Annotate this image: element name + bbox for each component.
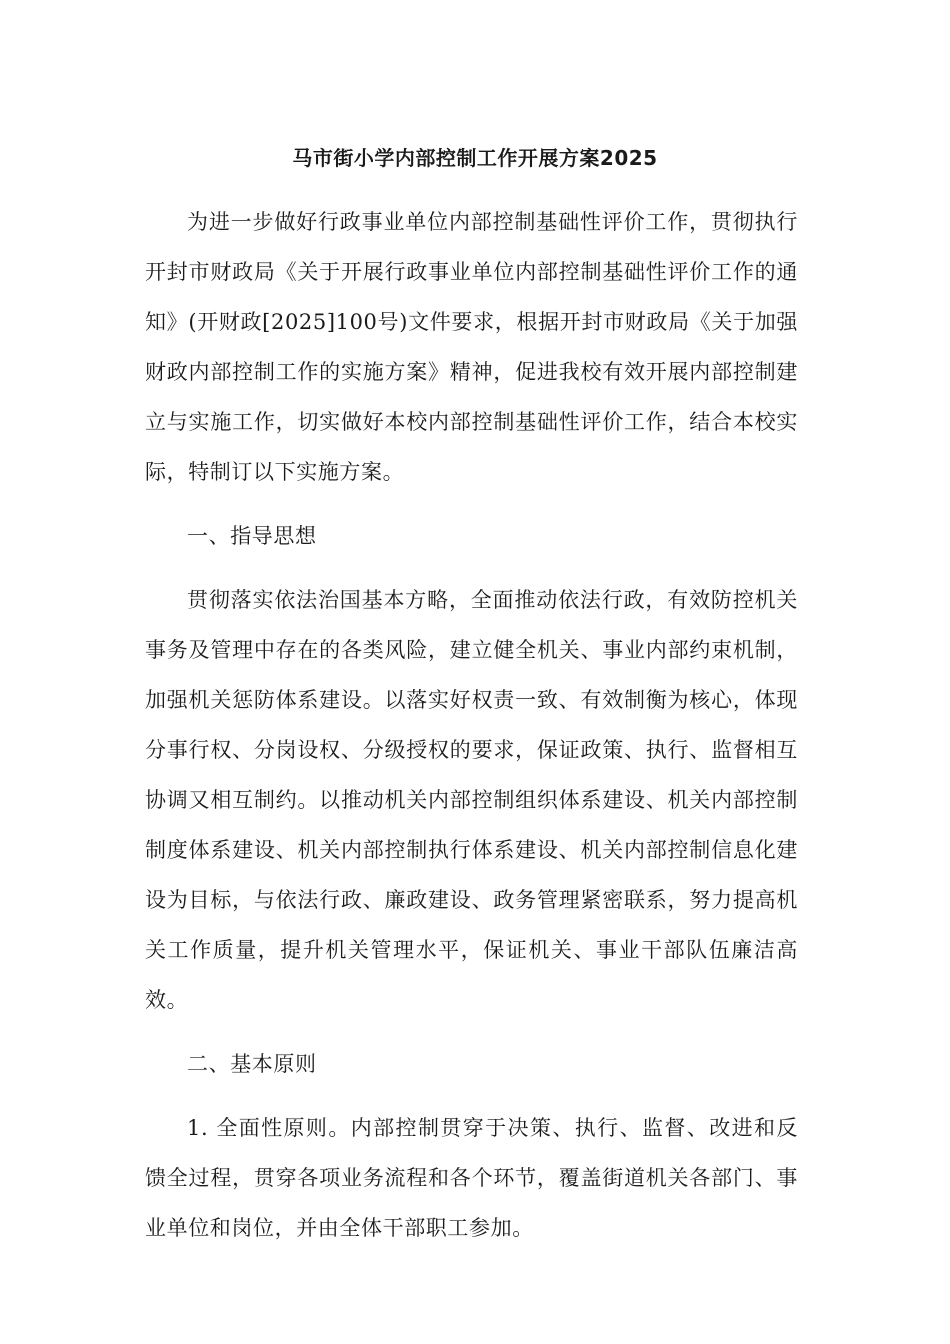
spacer xyxy=(145,1089,798,1103)
section-heading-basic-principles: 二、基本原则 xyxy=(187,1052,317,1076)
spacer xyxy=(145,561,798,575)
document-body xyxy=(145,197,798,1253)
spacer xyxy=(145,497,798,511)
guiding-thought-paragraph: 贯彻落实依法治国基本方略，全面推动依法行政，有效防控机关事务及管理中存在的各类风险，建立健全机关、事业内部约束机制，加强机关惩防体系建设。以落实好权责一致、有效制衡为核心，体现分事行权、分岗设权、分级授权的要求，保证政策、执行、监督相互协调又相互制约。以推动机关内部控制组织体系建设、机关内部控制制度体系建设、机关内部控制执行体系建设、机关内部控制信息化建设为目标，与依法行政、廉政建设、政务管理紧密联系，努力提高机关工作质量，提升机关管理水平，保证机关、事业干部队伍廉洁高效。 xyxy=(145,588,798,1012)
document-title: 马市街小学内部控制工作开展方案2025 xyxy=(292,146,658,170)
intro-paragraph: 为进一步做好行政事业单位内部控制基础性评价工作，贯彻执行开封市财政局《关于开展行政事业单位内部控制基础性评价工作的通知》(开财政[2025]100号)文件要求，根据开封市财政局《关于加强财政内部控制工作的实施方案》精神，促进我校有效开展内部控制建立与实施工作，切实做好本校内部控制基础性评价工作，结合本校实际，特制订以下实施方案。 xyxy=(145,210,798,484)
principle-item-1: 1. 全面性原则。内部控制贯穿于决策、执行、监督、改进和反馈全过程，贯穿各项业务流程和各个环节，覆盖街道机关各部门、事业单位和岗位，并由全体干部职工参加。 xyxy=(145,1116,798,1240)
section-heading-guiding-thought: 一、指导思想 xyxy=(187,524,317,548)
spacer xyxy=(145,1025,798,1039)
